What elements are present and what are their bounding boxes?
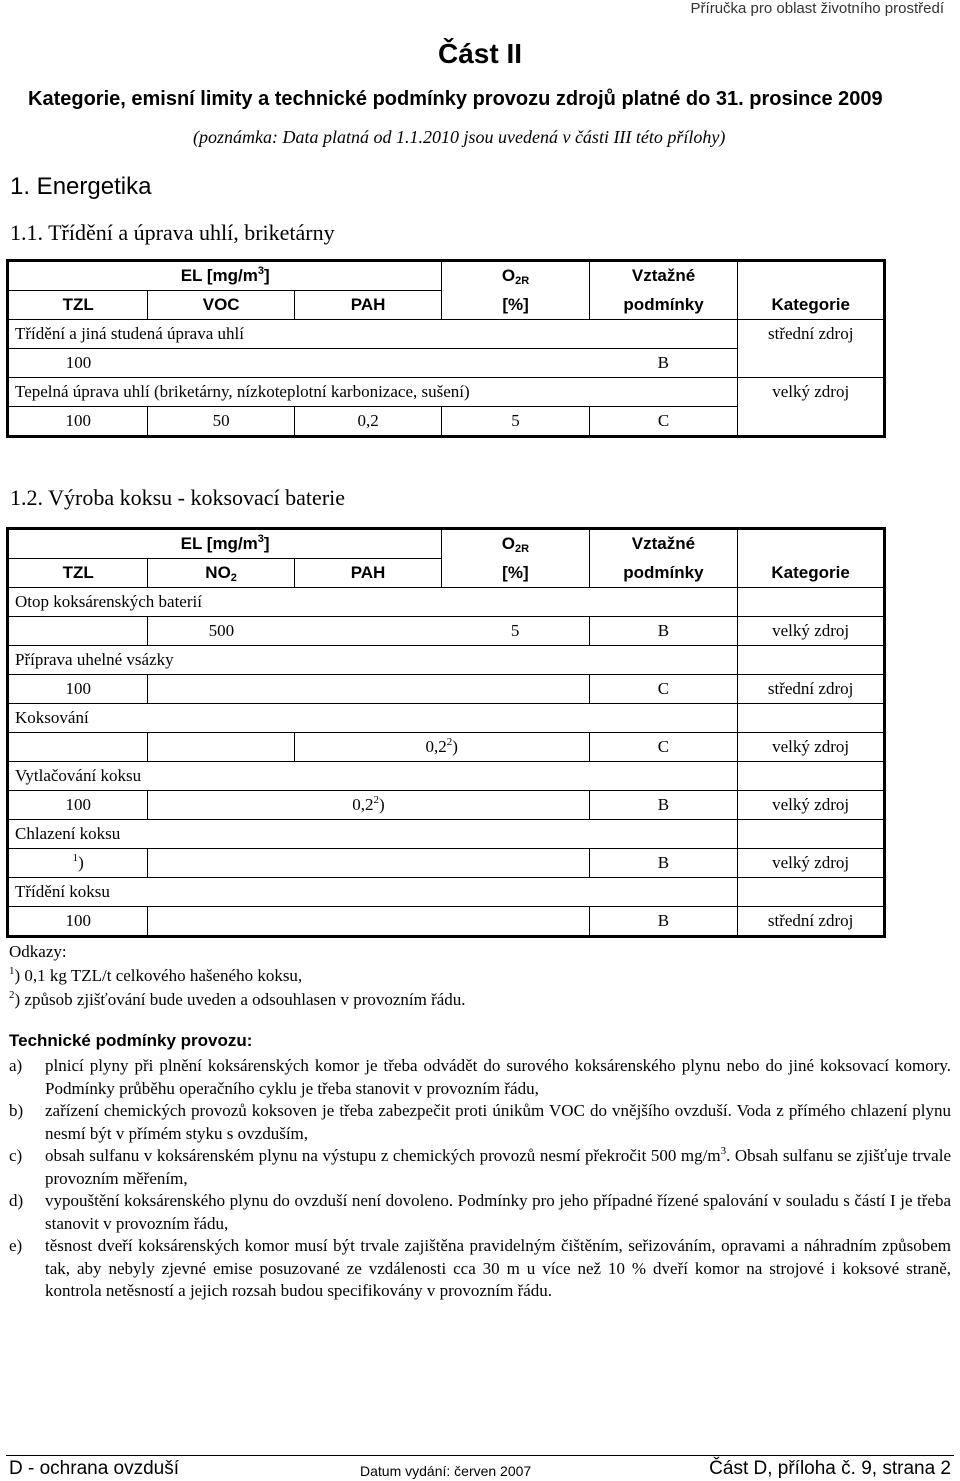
pah-header: PAH xyxy=(294,559,441,588)
o2r-unit-header: [%] xyxy=(442,559,589,588)
table-row xyxy=(8,588,885,617)
list-item-label: d) xyxy=(9,1191,24,1210)
table-row xyxy=(8,878,885,907)
category-header: Kategorie xyxy=(738,291,885,320)
table-row xyxy=(8,907,885,937)
conditions-value: B xyxy=(589,849,738,878)
tech-conditions-title: Technické podmínky provozu: xyxy=(9,1031,253,1050)
pah-value: $0,2^2$) xyxy=(294,733,589,762)
table-row xyxy=(8,849,885,878)
subsection-heading-1-1: 1.1. Třídění a úprava uhlí, briketárny xyxy=(10,220,335,245)
o2r-header: $O_{2R}$ xyxy=(442,529,589,559)
tzl-value: 100 xyxy=(8,349,148,378)
conditions-value: B xyxy=(589,349,738,378)
footnote-item: $^1$) 0,1 kg TZL/t celkového hašeného koksu, xyxy=(9,965,303,985)
conditions-value: C xyxy=(589,407,738,437)
category-value: střední zdroj xyxy=(738,907,885,937)
footer-page-ref: Část D, příloha č. 9, strana 2 xyxy=(709,1458,951,1479)
no2-value: 500 xyxy=(148,617,294,646)
conditions-header: Vztažné xyxy=(589,529,738,559)
conditions-value: B xyxy=(589,907,738,937)
table-row xyxy=(8,762,885,791)
table-row xyxy=(8,704,885,733)
source-name: Tepelná úprava uhlí (briketárny, nízkoteplotní karbonizace, sušení) xyxy=(8,378,738,407)
table-row xyxy=(8,675,885,704)
tzl-value: 100 xyxy=(8,907,148,937)
validity-note: (poznámka: Data platná od 1.1.2010 jsou uvedená v části III této přílohy) xyxy=(193,127,726,147)
footnotes xyxy=(9,940,466,1012)
list-item xyxy=(9,1145,951,1190)
list-item-label: e) xyxy=(9,1236,23,1255)
table-header-row xyxy=(8,529,885,559)
list-item-label: b) xyxy=(9,1101,24,1120)
category-value: velký zdroj xyxy=(738,849,885,878)
emission-table-coal xyxy=(6,259,886,438)
footer-left: D - ochrana ovzduší xyxy=(9,1458,180,1479)
source-name: Koksování xyxy=(8,704,738,733)
list-item xyxy=(9,1100,951,1145)
table-header-row xyxy=(8,559,885,588)
table-header-row xyxy=(8,261,885,291)
conditions-value: C xyxy=(589,675,738,704)
list-item-text: obsah sulfanu v koksárenském plynu na výstupu z chemických provozů nesmí překročit 500 $mg/m^3$. Obsah sulfanu se zjišťuje trvale provozním měřením, xyxy=(45,1145,951,1188)
category-value: střední zdroj xyxy=(738,675,885,704)
pah-header: PAH xyxy=(294,291,441,320)
pah-value: 0,2 xyxy=(294,407,441,437)
table-row xyxy=(8,320,885,349)
subsection-heading-1-2: 1.2. Výroba koksu - koksovací baterie xyxy=(10,485,346,510)
running-title: Příručka pro oblast životního prostředí xyxy=(690,0,944,17)
o2r-value: 5 xyxy=(442,407,589,437)
category-value: střední zdroj xyxy=(738,320,885,349)
main-heading: Kategorie, emisní limity a technické podmínky provozu zdrojů platné do 31. prosince 2009 xyxy=(28,88,883,110)
tzl-header: TZL xyxy=(8,559,148,588)
list-item xyxy=(9,1055,951,1100)
table-row xyxy=(8,646,885,675)
category-header: Kategorie xyxy=(738,559,885,588)
o2r-header: $O_{2R}$ xyxy=(442,261,589,291)
footnote-item: $^2$) způsob zjišťování bude uveden a odsouhlasen v provozním řádu. xyxy=(9,989,466,1009)
no2-header: $NO_2$ xyxy=(148,559,294,588)
el-header: EL $[mg/m^3]$ xyxy=(180,533,270,553)
table-header-row xyxy=(8,291,885,320)
o2r-unit-header: [%] xyxy=(442,291,589,320)
table-row xyxy=(8,617,885,646)
category-value: velký zdroj xyxy=(738,733,885,762)
tzl-value: 100 xyxy=(8,675,148,704)
el-header: EL $[mg/m^3]$ xyxy=(180,265,270,285)
list-item xyxy=(9,1235,951,1303)
source-name: Otop koksárenských baterií xyxy=(8,588,738,617)
conditions-value: B xyxy=(589,791,738,820)
table-row xyxy=(8,349,885,378)
o2r-value: 5 xyxy=(442,617,589,646)
pah-value xyxy=(294,349,441,378)
voc-header: VOC xyxy=(148,291,294,320)
voc-value: 50 xyxy=(148,407,294,437)
conditions-header-2: podmínky xyxy=(589,559,738,588)
list-item-text: těsnost dveří koksárenských komor musí být trvale zajištěna pravidelným čištěním, seřizováním, opravami a náhradním způsobem tak, aby nebyly zjevné emise posuzované ze vzdálenosti cca 30 m u více než 10 % dveří komor na strojové i koksové straně, kontrola netěsností a jejich rozsah budou specifikovány v provozním řádu. xyxy=(45,1236,951,1300)
conditions-header: Vztažné xyxy=(589,261,738,291)
tzl-header: TZL xyxy=(8,291,148,320)
list-item-text: zařízení chemických provozů koksoven je třeba zabezpečit proti únikům VOC do vnějšího ovzduší. Voda z přímého chlazení plynu nesmí být v přímém styku s ovzduším, xyxy=(45,1101,951,1143)
table-row xyxy=(8,791,885,820)
tech-conditions-list xyxy=(9,1055,951,1303)
o2r-value xyxy=(442,349,589,378)
list-item-label: c) xyxy=(9,1146,23,1165)
source-name: Vytlačování koksu xyxy=(8,762,738,791)
tzl-value: $^1$) xyxy=(8,849,148,878)
conditions-value: C xyxy=(589,733,738,762)
footnotes-title: Odkazy: xyxy=(9,942,67,961)
category-value: velký zdroj xyxy=(738,791,885,820)
part-title: Část II xyxy=(437,38,523,69)
table-row xyxy=(8,378,885,407)
source-name: Chlazení koksu xyxy=(8,820,738,849)
source-name: Příprava uhelné vsázky xyxy=(8,646,738,675)
footer-issue-date: Datum vydání: červen 2007 xyxy=(360,1463,532,1479)
source-name: Třídění a jiná studená úprava uhlí xyxy=(8,320,738,349)
section-heading-energetika: 1. Energetika xyxy=(10,173,152,200)
list-item xyxy=(9,1190,951,1235)
table-row xyxy=(8,407,885,437)
list-item-text: vypouštění koksárenského plynu do ovzduší není dovoleno. Podmínky pro jeho případné řízené spalování v souladu s částí I je třeba stanovit v provozním řádu, xyxy=(45,1191,951,1233)
category-value: velký zdroj xyxy=(738,378,885,407)
tzl-value: 100 xyxy=(8,407,148,437)
list-item-label: a) xyxy=(9,1056,23,1075)
conditions-value: B xyxy=(589,617,738,646)
conditions-header-2: podmínky xyxy=(589,291,738,320)
pah-value: $0,2^2$) xyxy=(148,791,589,820)
category-value: velký zdroj xyxy=(738,617,885,646)
source-name: Třídění koksu xyxy=(8,878,738,907)
tzl-value: 100 xyxy=(8,791,148,820)
voc-value xyxy=(148,349,294,378)
list-item-text: plnicí plyny při plnění koksárenských komor je třeba odvádět do surového koksárenského plynu nebo do jiné koksovací komory. Podmínky průběhu operačního cyklu je třeba stanovit v provozním řádu, xyxy=(45,1056,951,1098)
emission-table-coke xyxy=(6,527,886,938)
footer-divider xyxy=(6,1455,954,1456)
table-row xyxy=(8,733,885,762)
table-row xyxy=(8,820,885,849)
